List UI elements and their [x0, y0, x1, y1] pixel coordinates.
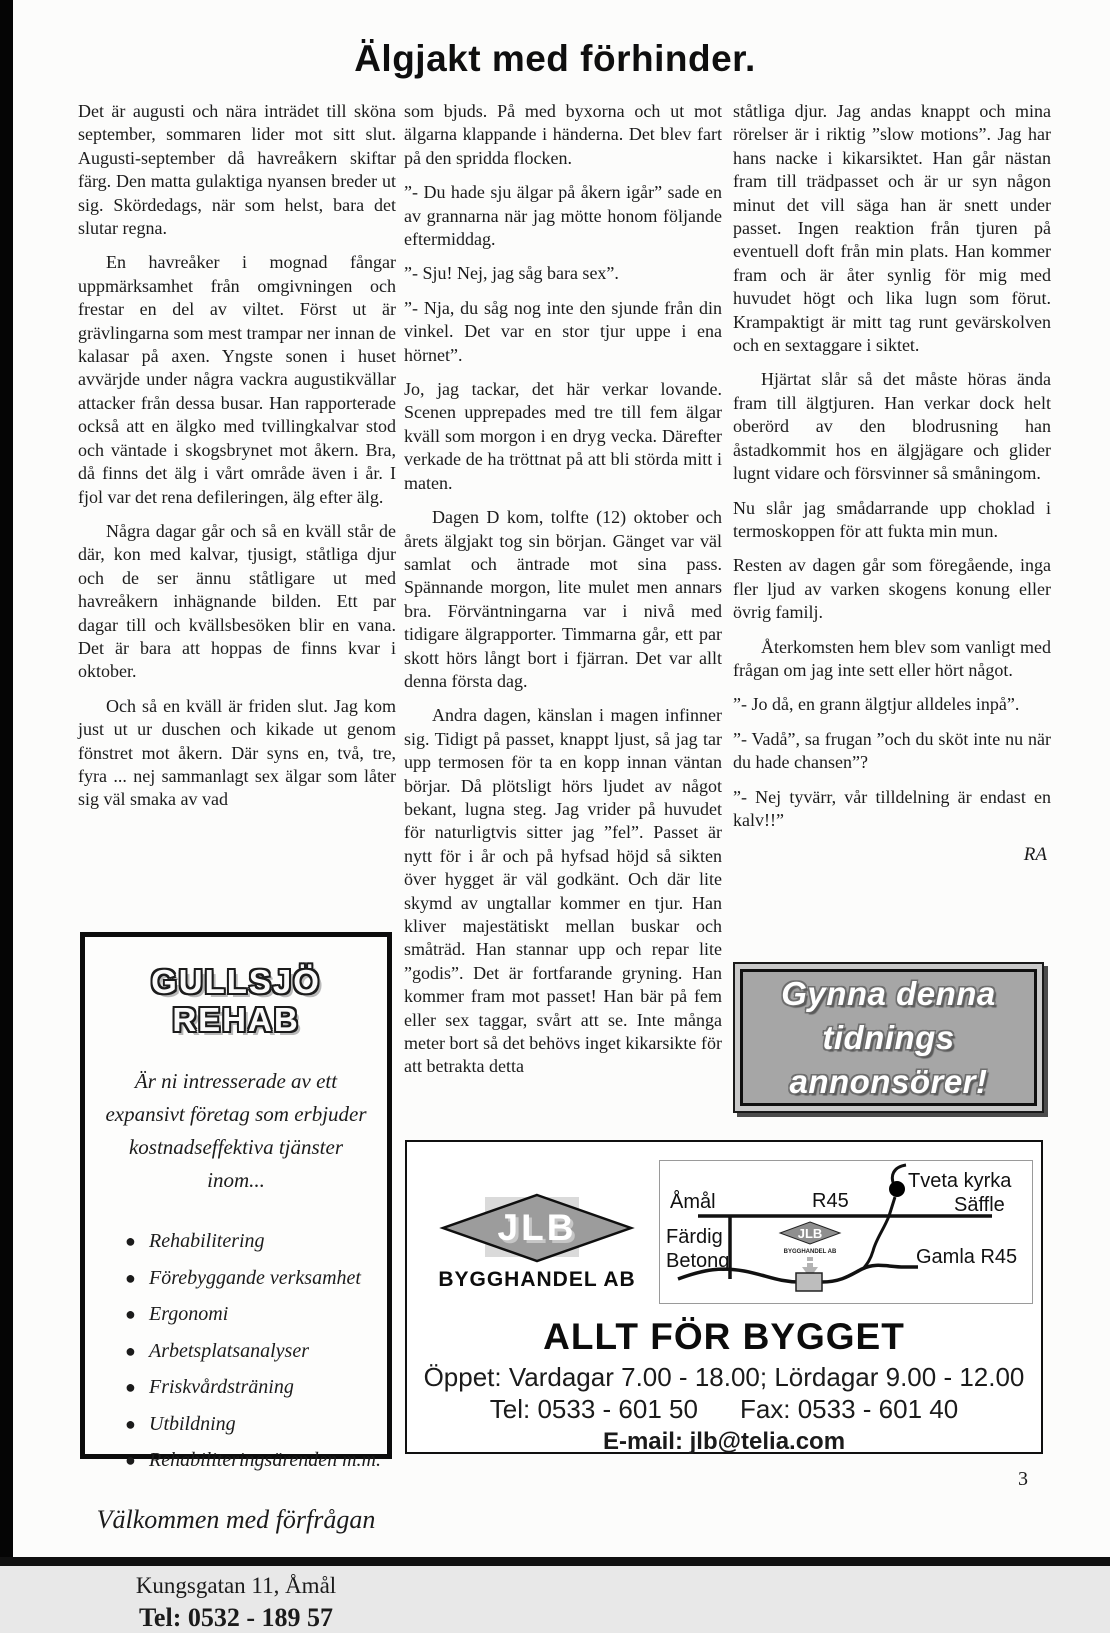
- jlb-email: E-mail: jlb@telia.com: [602, 1428, 846, 1455]
- jlb-opening-hours: Öppet: Vardagar 7.00 - 18.00; Lördagar 9.00 - 12.00: [423, 1362, 1025, 1392]
- jlb-tel-fax: [407, 1394, 1041, 1425]
- article-paragraph: Och så en kväll är friden slut. Jag kom just ut ur duschen och kikade ut genom fönstret mot åkern. Där syns en, två, tre, fyra ... nej sammanlagt sex älgar som låter sig väl smaka av vad: [78, 695, 396, 810]
- gullsjo-bullet-item: ● Arbetsplatsanalyser: [125, 1333, 387, 1370]
- article-paragraph: ”- Nej tyvärr, vår tilldelning är endast en kalv!!”: [733, 786, 1051, 830]
- article-paragraph: ”- Sju! Nej, jag såg bara sex”.: [404, 263, 619, 284]
- gullsjo-bullet-item: ● Förebyggande verksamhet: [125, 1260, 387, 1297]
- article-paragraph: ”- Du hade sju älgar på åkern igår” sade en av grannarna när jag mötte honom följande eftermiddag.: [404, 182, 722, 250]
- promo-box: [733, 962, 1044, 1113]
- gullsjo-bullet-item: ● Ergonomi: [125, 1296, 387, 1333]
- article-column-1: [78, 100, 396, 823]
- jlb-logo: [441, 1194, 633, 1264]
- article-paragraph: ”- Jo då, en grann älgtjur alldeles inpå”.: [733, 694, 1020, 715]
- article-paragraph: Dagen D kom, tolfte (12) oktober och årets älgjakt tog sin början. Gänget var väl samlat och äntrade mot sina pass. Spännande morgon, lite mulet men annars bra. Förväntningarna var i nivå med tidigare älgrapporter. Timmarna går, ett par skott hörs långt bort i fjärran. Det var allt denna första dag.: [404, 507, 722, 691]
- jlb-fax: Fax: 0533 - 601 40: [739, 1394, 959, 1424]
- promo-line: annonsörer!: [789, 1062, 988, 1100]
- gullsjo-bullet-item: ● Rehabiliteringsärenden m.m.: [125, 1442, 387, 1479]
- article-paragraph: Nu slår jag smådarrande upp choklad i termoskoppen för att fukta min mun.: [733, 497, 1051, 541]
- gullsjo-bullet-item: ● Rehabilitering: [125, 1223, 387, 1260]
- article-column-3: [733, 100, 1051, 867]
- article-paragraph: Det är augusti och nära inträdet till sköna september, sommaren lider mot sitt slut. Augusti-september då havreåkern skiftar färg. Den matta gulaktiga nyansen breder ut sig. Skördedags, när som helst, bara det slutar regna.: [78, 101, 396, 239]
- map-label-fardig-betong: Färdig Betong: [666, 1226, 730, 1272]
- gullsjo-bullet-item: ● Utbildning: [125, 1406, 387, 1443]
- scan-edge-bottom: [0, 1557, 1110, 1566]
- article-paragraph: Resten av dagen går som föregående, inga fler ljud av varken skogens konung eller övrig familj.: [733, 555, 1051, 623]
- article-paragraph: Återkomsten hem blev som vanligt med frågan om jag inte sett eller hört något.: [733, 636, 1051, 680]
- bullet-dot: ●: [125, 1231, 136, 1251]
- page-title: Älgjakt med förhinder.: [354, 38, 756, 79]
- promo-box-inner: [740, 969, 1037, 1106]
- gullsjo-rehab-title: GULLSJÖ REHAB: [151, 963, 321, 1038]
- jlb-headline: ALLT FÖR BYGGET: [543, 1316, 905, 1357]
- map-label-tveta-kyrka: Tveta kyrka: [908, 1170, 1012, 1192]
- bullet-dot: ●: [125, 1377, 136, 1397]
- article-paragraph: Hjärtat slår så det måste höras ända fram till älgtjuren. Han verkar dock helt oberörd av den blodrusning han åstadkommit hos en älgjägare och glider lugnt vidare och försvinner så småningom.: [733, 369, 1051, 484]
- article-paragraph: ståtliga djur. Jag andas knappt och mina rörelser är i riktig ”slow motions”. Jag har hans nacke i kikarsiktet. Han går nästan fram till trädpasset och är ur syn någon minut det vill säga han är snett under passet. Ingen reaktion från tjuren på eventuell doft från min plats. Han kommer fram och är åter synlig för mig med huvudet högt och lika lugn som förut. Krampaktigt är mitt tag runt gevärskolven och en sextaggare i siktet.: [733, 101, 1051, 356]
- map-label-gamla-r45: Gamla R45: [916, 1246, 1018, 1268]
- map-label-amal: Åmål: [670, 1191, 716, 1213]
- map-label-r45: R45: [812, 1190, 849, 1212]
- article-paragraph: som bjuds. På med byxorna och ut mot älgarna klappande i händerna. Det blev fart på den spridda flocken.: [404, 101, 722, 168]
- bullet-dot: ●: [125, 1340, 136, 1361]
- author-signature: RA: [1023, 844, 1047, 866]
- jlb-tel: Tel: 0533 - 601 50: [489, 1394, 698, 1424]
- jlb-building-marker: [796, 1273, 822, 1291]
- bullet-dot: ●: [125, 1413, 136, 1434]
- article-paragraph: Jo, jag tackar, det här verkar lovande. Scenen upprepades med tre till fem älgar kväll som morgon i en dryg vecka. Därefter verkade de ha tröttnat på att bli störda mitt i maten.: [404, 379, 722, 493]
- page-number: 3: [1018, 1468, 1028, 1490]
- gullsjo-rehab-bullet-list: [125, 1223, 387, 1479]
- gullsjo-rehab-intro: Är ni intresserade av ett expansivt företag som erbjuder kostnadseffektiva tjänster inom...: [105, 1069, 367, 1192]
- scan-edge-left: [0, 0, 13, 1566]
- jlb-ad: [405, 1140, 1043, 1454]
- article-paragraph: En havreåker i mognad fångar uppmärksamhet från omgivningen och frestar en del av viltet. Först ut är grävlingarna som mest trampar ner innan de kalasar på axen. Yngste sonen i huset avvärjde under några vackra augustikvällar attacker från dessa busar. Han rapporterade också att en älgko med tvillingkalvar stod och väntade i skogsbrynet mot åkern. Bra, då finns det älg i vårt område även i år. I fjol var det rena defileringen, älg efter älg.: [78, 252, 396, 507]
- map-jlb-subtext: BYGGHANDEL AB: [783, 1249, 837, 1255]
- gullsjo-rehab-closing: Välkommen med förfrågan: [96, 1504, 376, 1534]
- tveta-kyrka-dot: [889, 1181, 905, 1197]
- map-jlb-text: JLB: [797, 1226, 823, 1241]
- jlb-logo-text: JLB: [497, 1207, 577, 1248]
- promo-line: Gynna denna: [781, 974, 996, 1012]
- bullet-dot: ●: [125, 1267, 136, 1288]
- bullet-dot: ●: [125, 1450, 136, 1470]
- article-paragraph: Andra dagen, känslan i magen infinner sig. Tidigt på passet, knappt ljust, så jag tar upp termosen för ta en kopp innan väntan börjar. Då plötsligt hörs ljudet av något bekant, lugna steg. Jag vrider på huvudet för naturligtvis sitter jag ”fel”. Passet är nytt för i år och på hyfsad höjd så sikten över hygget är väl godkänt. Och där lite skymd av ungtallar kommer en tjur. Han kliver majestätiskt mellan buskar och småträd. Han stannar upp och repar lite ”godis”. Det är fortfarande gryning. Han kommer fram mot passet! Han bär på fem eller sex taggar, svårt att se. Inte många meter bort så det behövs inget kikarsikte för att betrakta detta: [404, 705, 722, 1077]
- gullsjo-bullet-item: ● Friskvårdsträning: [125, 1369, 387, 1406]
- jlb-logo-subtitle: BYGGHANDEL AB: [438, 1268, 636, 1291]
- gullsjo-rehab-ad: [80, 932, 392, 1632]
- map-label-saffle: Säffle: [954, 1194, 1005, 1216]
- article-paragraph: ”- Nja, du såg nog inte den sjunde från din vinkel. Det var en stor tjur uppe i ena hörnet”.: [404, 297, 722, 365]
- article-paragraph: ”- Vadå”, sa frugan ”och du sköt inte nu när du hade chansen”?: [733, 728, 1051, 773]
- article-column-2: [404, 100, 722, 1090]
- gullsjo-rehab-phone: Tel: 0532 - 189 57: [138, 1602, 334, 1632]
- promo-line: tidnings: [822, 1018, 955, 1056]
- bullet-dot: ●: [125, 1304, 136, 1324]
- jlb-location-map: [659, 1160, 1033, 1304]
- article-paragraph: Några dagar går och så en kväll står de där, kon med kalvar, tjusigt, ståtliga djur och de ser ännu ståtligare ut med havreåkern inhägnande bilden. Ett par dagar till och kvällsbesöken blir en vana. Det är bara att hoppas de finns kvar i oktober.: [78, 520, 396, 682]
- gullsjo-rehab-address: Kungsgatan 11, Åmål: [135, 1572, 337, 1598]
